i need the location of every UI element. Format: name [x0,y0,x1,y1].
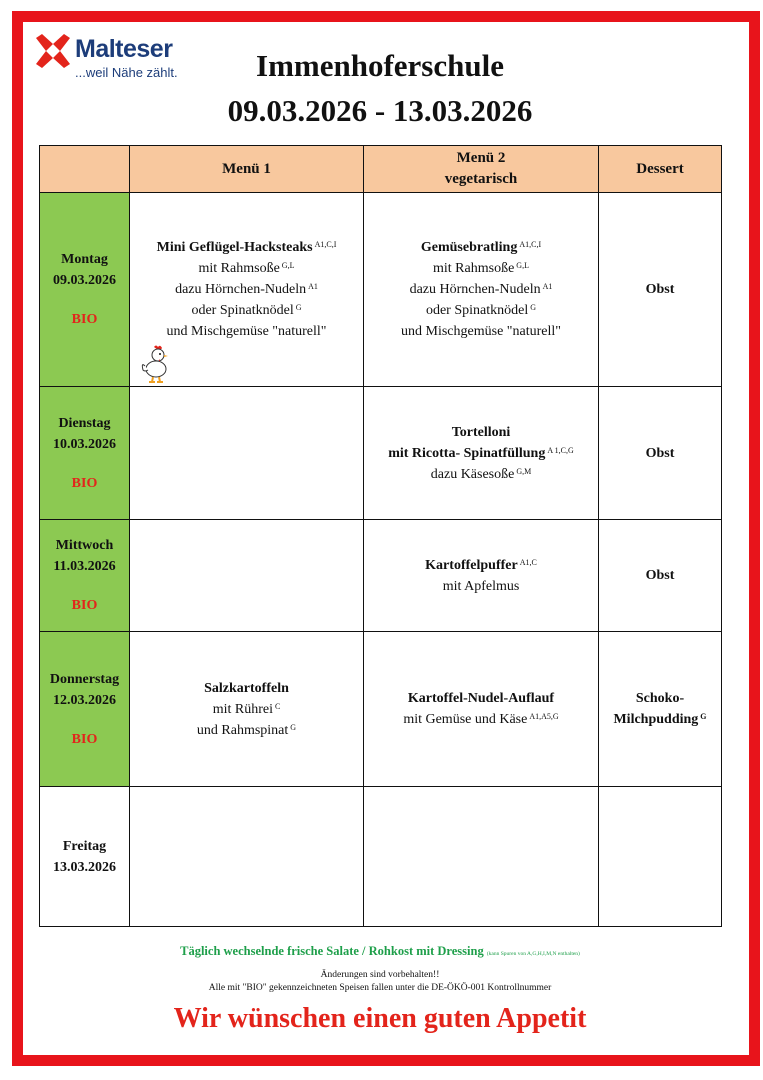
allergen-code: A1,C,I [314,240,337,249]
dish-line: mit Gemüse und Käse [403,712,528,727]
maltese-cross-icon [36,34,70,68]
menu1-tuesday [130,387,364,520]
day-name: Donnerstag [49,671,120,687]
allergen-code: C [274,701,281,711]
allergen-code: A1 [308,282,318,291]
table-row [40,787,722,927]
menu1-wednesday [130,520,364,632]
salad-trace-note: (kann Spuren von A,G,H,I,M,N enthalten) [486,951,580,957]
table-row [40,520,722,632]
dish-line: oder Spinatknödel [191,303,294,318]
header-empty [40,146,130,193]
dessert-line: Milchpudding [613,712,699,727]
day-cell-thursday [40,632,130,787]
day-name: Montag [61,252,108,267]
day-date: 11.03.2026 [53,559,116,574]
day-cell-tuesday [40,387,130,520]
chicken-icon [140,344,174,384]
allergen-code: G,L [281,261,295,270]
allergen-code: A 1,C,G [547,445,574,455]
allergen-code: G [290,722,297,732]
allergen-code: A1,C [519,557,537,567]
allergen-code: A1 [542,282,553,291]
allergen-code: G [700,712,707,721]
dish-line: mit Rahmsoße [433,261,515,276]
logo-name: Malteser [75,35,173,63]
dish-line: dazu Hörnchen-Nudeln [409,282,541,297]
dessert-thursday [599,632,722,787]
menu1-friday [130,787,364,927]
header-row [40,146,722,193]
logo-slogan: ...weil Nähe zählt. [75,65,178,80]
dish-line: oder Spinatknödel [425,303,529,318]
dessert-wednesday: Obst [599,520,722,632]
dessert-monday: Obst [599,193,722,387]
menu2-friday [364,787,599,927]
allergen-code: G [295,303,302,312]
dish-title: mit Ricotta- Spinatfüllung [388,445,546,461]
menu-table [39,145,722,927]
table-row [40,387,722,520]
dish-title: Mini Geflügel-Hacksteaks [156,240,313,255]
date-range: 09.03.2026 - 13.03.2026 [227,93,533,128]
allergen-code: A1,A5,G [529,712,559,721]
allergen-code: G,L [516,261,529,270]
school-title: Immenhoferschule [256,48,504,83]
day-date: 12.03.2026 [53,692,116,708]
header-menu2 [364,146,599,193]
dish-line: mit Rahmsoße [198,261,280,276]
dish-title: Kartoffelpuffer [425,557,518,573]
dish-line: und Rahmspinat [196,722,289,738]
menu2-thursday [364,632,599,787]
salad-text: Täglich wechselnde frische Salate / Rohkost mit Dressing [180,944,484,958]
bio-label: BIO [71,475,98,491]
menu2-monday [364,193,599,387]
dish-title: Kartoffel-Nudel-Auflauf [407,691,555,706]
day-cell-friday [40,787,130,927]
header-menu1: Menü 1 [130,146,364,193]
day-date: 09.03.2026 [53,273,116,288]
day-cell-monday [40,193,130,387]
menu1-thursday [130,632,364,787]
salad-note [40,944,720,959]
header-dessert: Dessert [599,146,722,193]
dish-line: mit Apfelmus [442,578,520,594]
header-menu2-title: Menü 2 [456,150,506,166]
dessert-tuesday: Obst [599,387,722,520]
dessert-friday [599,787,722,927]
dish-line: dazu Käsesoße [430,466,515,482]
bio-label: BIO [71,312,98,327]
dish-title: Tortelloni [451,424,511,440]
header-menu2-subtitle: vegetarisch [444,171,518,187]
dish-line: mit Rührei [212,701,273,717]
dish-title: Salzkartoffeln [204,680,289,696]
day-name: Freitag [62,838,107,854]
bio-control-note: Alle mit "BIO" gekennzeichneten Speisen fallen unter die DE-ÖKÖ-001 Kontrollnummer [208,983,552,993]
bio-label: BIO [71,731,98,747]
day-date: 10.03.2026 [53,436,116,452]
allergen-code: A1,C,I [519,240,542,249]
menu2-tuesday [364,387,599,520]
dish-title: Gemüsebratling [420,240,518,255]
changes-note: Änderungen sind vorbehalten!! [320,970,440,980]
dessert-line: Schoko- [635,691,685,706]
menu2-wednesday [364,520,599,632]
bio-label: BIO [71,598,98,613]
day-name: Mittwoch [55,538,114,553]
dish-line: dazu Hörnchen-Nudeln [175,282,307,297]
dish-line: und Mischgemüse "naturell" [166,324,327,339]
day-cell-wednesday [40,520,130,632]
allergen-code: G [530,303,537,312]
table-row [40,632,722,787]
day-date: 13.03.2026 [53,859,116,875]
allergen-code: G,M [516,466,532,476]
dish-line: und Mischgemüse "naturell" [401,324,561,339]
day-name: Dienstag [58,415,111,431]
greeting: Wir wünschen einen guten Appetit [173,1003,587,1034]
